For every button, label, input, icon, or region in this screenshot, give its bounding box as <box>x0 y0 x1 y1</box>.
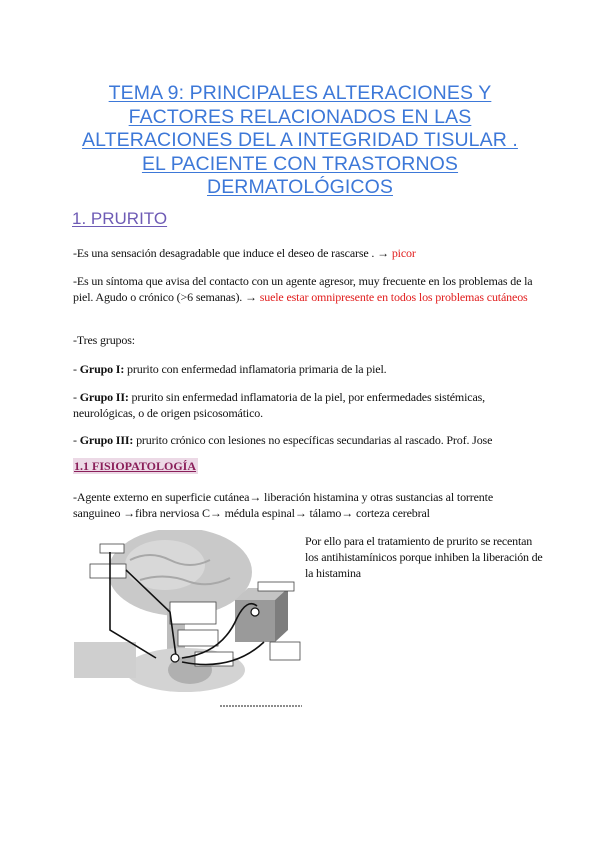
pathway-paragraph: -Agente externo en superficie cutánea→ liberación histamina y otras sustancias al torrente sanguineo →fibra nerviosa C→ médula espinal→ tálamo→ corteza cerebral <box>73 490 493 520</box>
group-3-text: prurito crónico con lesiones no específicas secundarias al rascado. Prof. Jose <box>133 433 493 447</box>
group-3-prefix: - <box>73 433 80 447</box>
group-1-prefix: - <box>73 362 80 376</box>
document-title <box>60 82 540 200</box>
paragraph-definition <box>73 245 538 261</box>
group-1-item <box>73 361 538 377</box>
groups-intro: -Tres grupos: <box>73 333 135 347</box>
group-3-item <box>73 432 538 448</box>
symptom-text: -Es un síntoma que avisa del contacto con un agente agresor, muy frecuente en los problemas de la piel. Agudo o crónico (>6 semanas). → <box>73 274 533 304</box>
group-2-item <box>73 389 538 421</box>
title-line-4: EL PACIENTE CON TRASTORNOS <box>141 152 459 175</box>
group-2-label: Grupo II: <box>79 390 129 404</box>
symptom-highlight: suele estar omnipresente en todos los problemas cutáneos <box>259 290 528 304</box>
itch-pathway-illustration <box>70 530 304 712</box>
group-1-text: prurito con enfermedad inflamatoria primaria de la piel. <box>124 362 387 376</box>
paragraph-symptom <box>73 273 538 305</box>
title-line-5: DERMATOLÓGICOS <box>207 176 393 198</box>
title-line-1: TEMA 9: PRINCIPALES ALTERACIONES Y <box>108 82 492 104</box>
group-2-text: prurito sin enfermedad inflamatoria de la piel, por enfermedades sistémicas, neurológicas, o de origen psicosomático. <box>73 390 486 420</box>
group-3-label: Grupo III: <box>79 433 134 447</box>
group-2-prefix: - <box>73 390 80 404</box>
section-heading-prurito: 1. PRURITO <box>72 209 168 228</box>
subsection-heading-fisiopatologia: 1.1 FISIOPATOLOGÍA <box>74 459 197 473</box>
definition-highlight: picor <box>391 246 416 260</box>
side-note-antihistaminicos: Por ello para el tratamiento de prurito se recentan los antihistamínicos porque inhiben la liberación de la histamina <box>305 534 543 580</box>
group-1-label: Grupo I: <box>79 362 125 376</box>
title-line-3: ALTERACIONES DEL A INTEGRIDAD TISULAR . <box>82 129 518 151</box>
definition-text: -Es una sensación desagradable que induce el deseo de rascarse . → <box>73 246 392 260</box>
title-line-2: FACTORES RELACIONADOS EN LAS <box>128 105 472 128</box>
